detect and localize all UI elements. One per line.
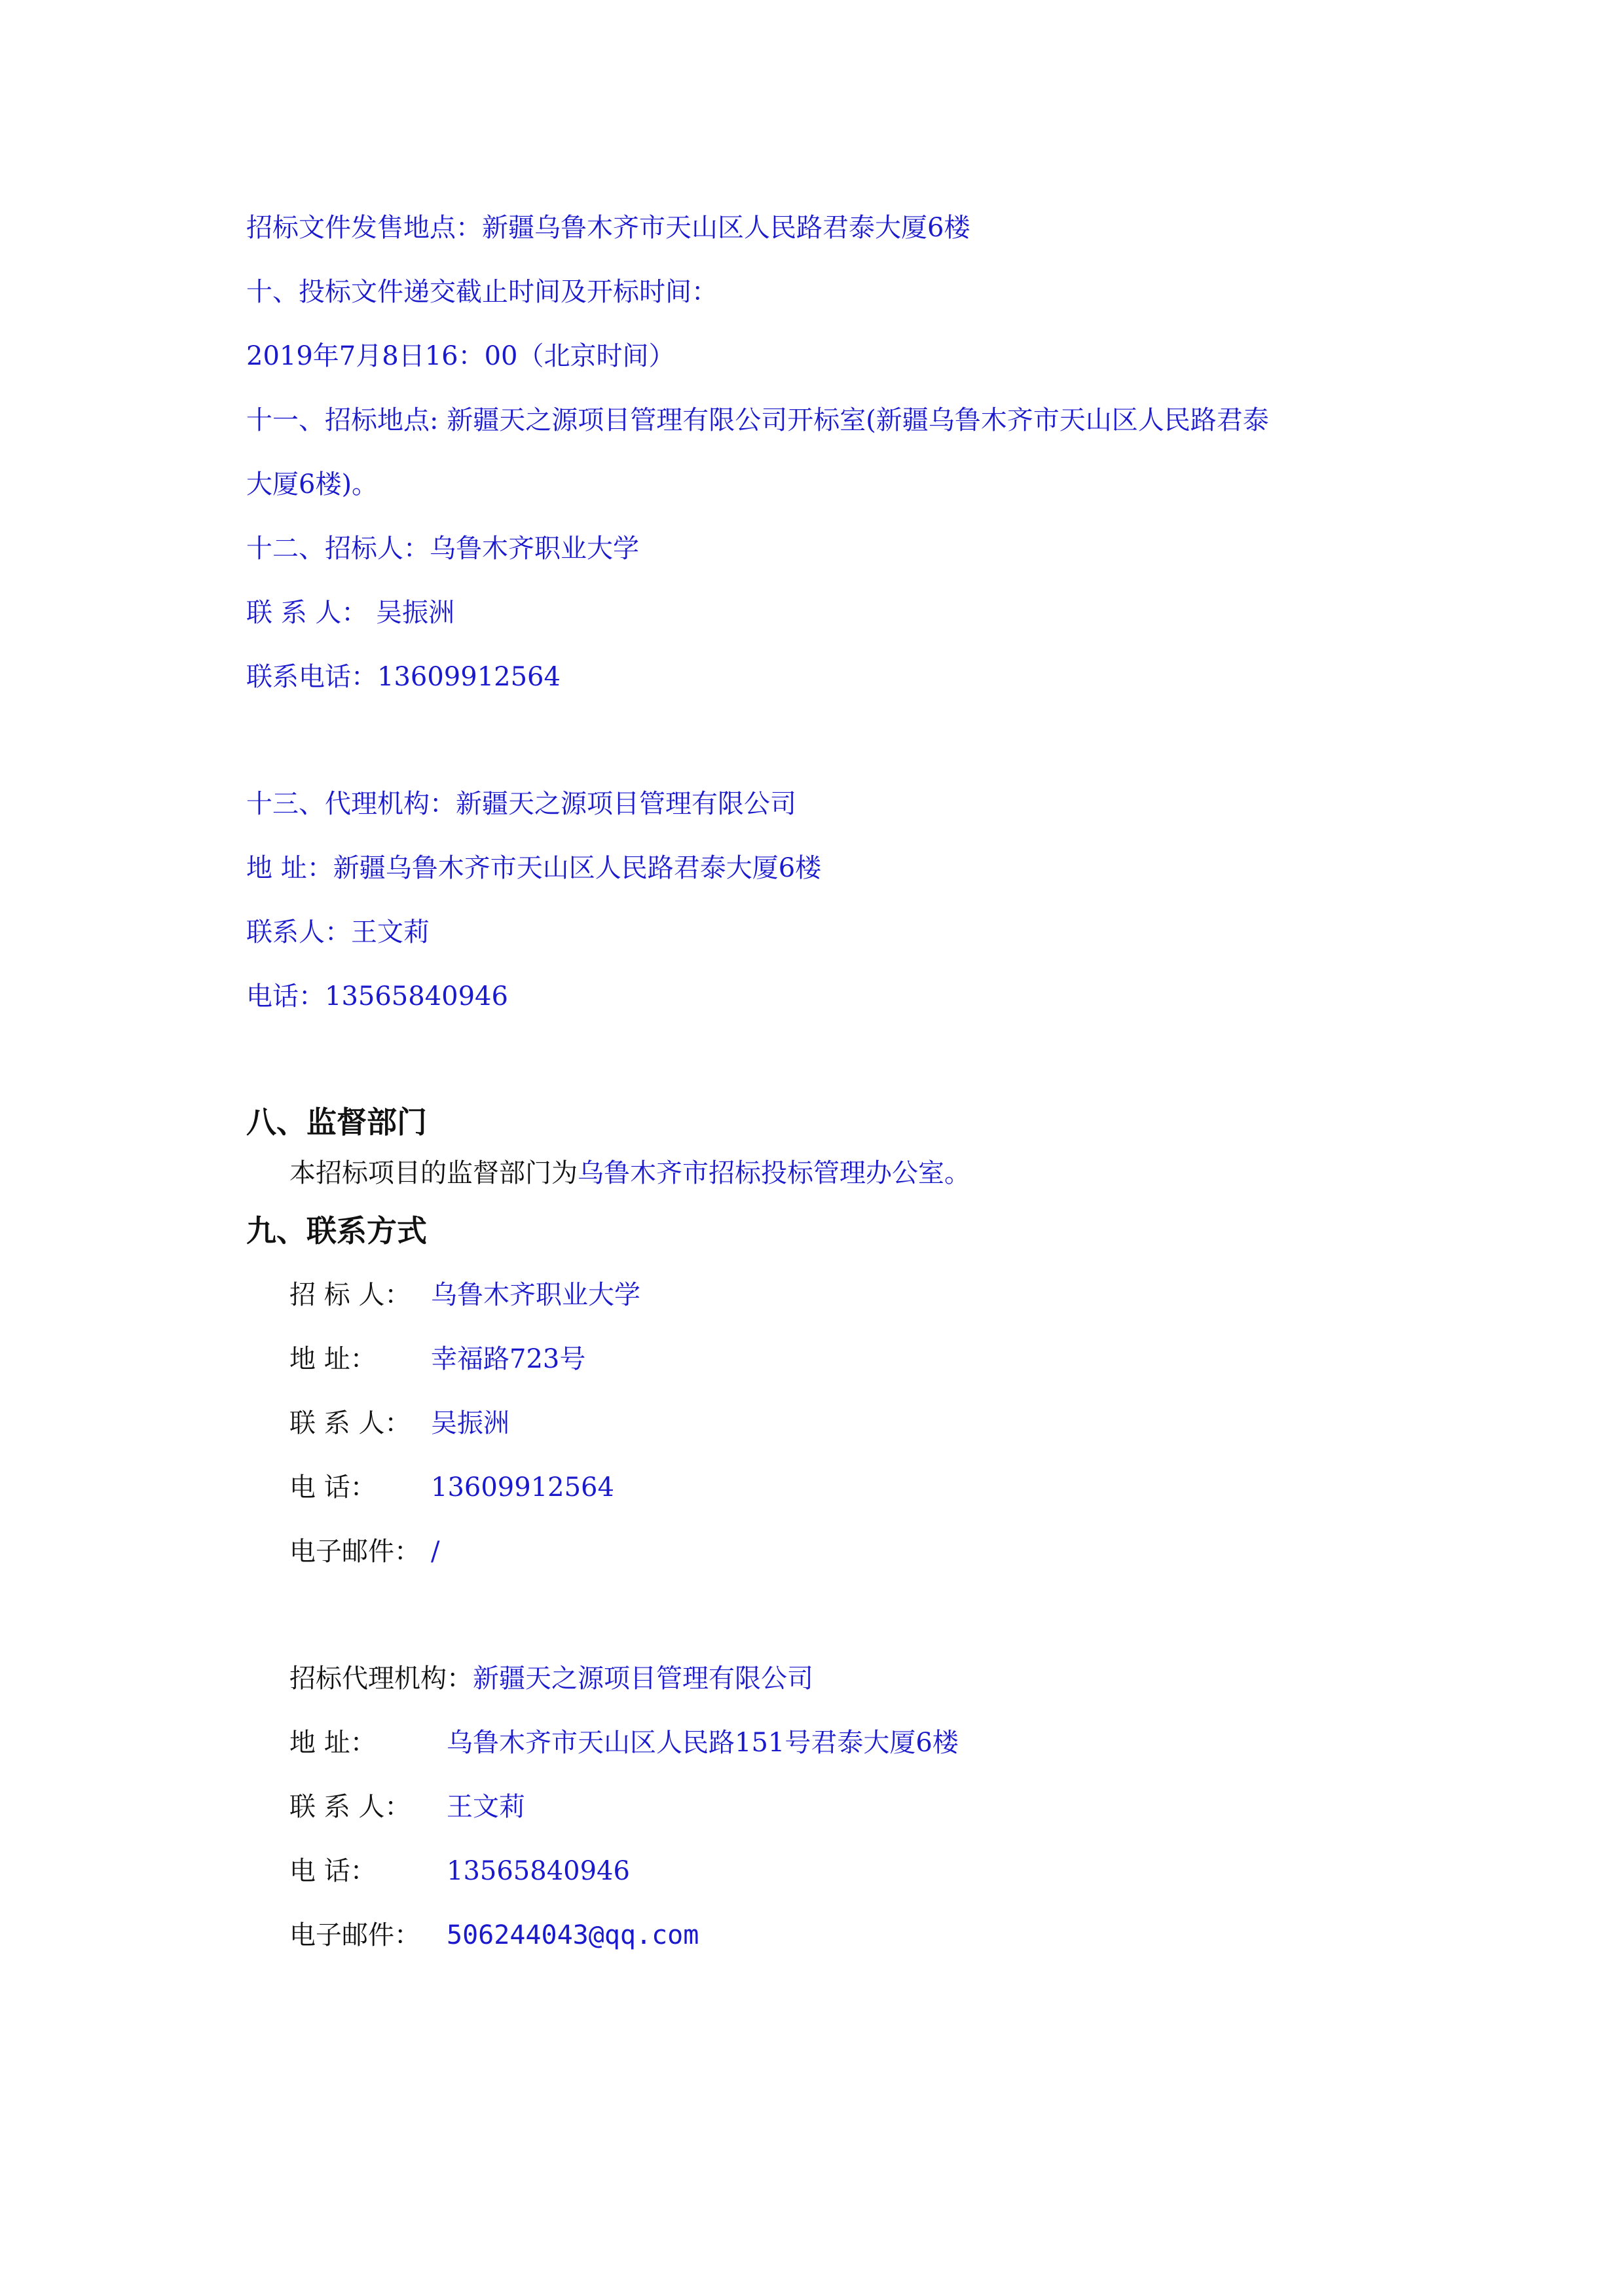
agency-name-row <box>289 1662 813 1696</box>
tenderer-email-value: / <box>431 1537 440 1567</box>
tenderer-address-label: 地 址： <box>289 1344 377 1374</box>
agency-contact-value: 王文莉 <box>447 1792 525 1822</box>
section-8-body-prefix: 本招标项目的监督部门为 <box>289 1158 578 1188</box>
tenderer-email-row <box>289 1535 439 1569</box>
tenderer-address-value: 幸福路723号 <box>431 1344 586 1374</box>
tenderer-line: 十二、招标人：乌鲁木齐职业大学 <box>246 534 639 564</box>
tenderer-name-label: 招 标 人： <box>289 1280 411 1310</box>
tenderer-email-label: 电子邮件： <box>289 1537 420 1567</box>
deadline-value: 2019年7月8日16：00（北京时间） <box>246 341 675 371</box>
agency-address-line: 地 址：新疆乌鲁木齐市天山区人民路君泰大厦6楼 <box>246 853 822 883</box>
agency-phone-label: 电 话： <box>289 1856 377 1886</box>
tenderer-contact-line: 联 系 人： 吴振洲 <box>246 598 455 628</box>
section-9-title: 九、联系方式 <box>246 1213 427 1248</box>
tenderer-phone-row <box>289 1470 614 1504</box>
location-line-2: 大厦6楼)。 <box>246 469 378 500</box>
deadline-heading: 十、投标文件递交截止时间及开标时间： <box>246 277 718 307</box>
agency-address-value: 乌鲁木齐市天山区人民路151号君泰大厦6楼 <box>447 1728 959 1758</box>
tenderer-phone-line: 联系电话：13609912564 <box>246 662 561 692</box>
agency-contact-label: 联 系 人： <box>289 1792 411 1822</box>
tenderer-contact-row <box>289 1406 509 1440</box>
tenderer-name-value: 乌鲁木齐职业大学 <box>431 1280 640 1310</box>
agency-email-label: 电子邮件： <box>289 1920 420 1950</box>
agency-contact-row <box>289 1790 525 1824</box>
section-8-body-value: 乌鲁木齐市招标投标管理办公室。 <box>578 1158 970 1188</box>
location-line-1: 十一、招标地点: 新疆天之源项目管理有限公司开标室(新疆乌鲁木齐市天山区人民路君泰 <box>246 405 1269 435</box>
tenderer-phone-value: 13609912564 <box>431 1472 614 1503</box>
tenderer-name-row <box>289 1278 640 1312</box>
agency-name-label: 招标代理机构： <box>289 1664 473 1694</box>
agency-contact-line: 联系人：王文莉 <box>246 917 430 947</box>
agency-email-value: 506244043@qq.com <box>447 1920 699 1950</box>
agency-address-row <box>289 1726 959 1760</box>
agency-address-label: 地 址： <box>289 1728 377 1758</box>
sale-location-line: 招标文件发售地点：新疆乌鲁木齐市天山区人民路君泰大厦6楼 <box>246 213 970 243</box>
section-8-body <box>289 1156 970 1190</box>
agency-email-row <box>289 1918 699 1952</box>
agency-phone-row <box>289 1854 630 1888</box>
tenderer-contact-value: 吴振洲 <box>431 1408 509 1438</box>
agency-line: 十三、代理机构：新疆天之源项目管理有限公司 <box>246 789 796 819</box>
tenderer-phone-label: 电 话： <box>289 1472 377 1503</box>
agency-phone-line: 电话：13565840946 <box>246 981 508 1011</box>
agency-name-value: 新疆天之源项目管理有限公司 <box>473 1664 813 1694</box>
section-8-title: 八、监督部门 <box>246 1104 427 1140</box>
agency-phone-value: 13565840946 <box>447 1856 630 1886</box>
tenderer-contact-label: 联 系 人： <box>289 1408 411 1438</box>
tenderer-address-row <box>289 1342 585 1376</box>
